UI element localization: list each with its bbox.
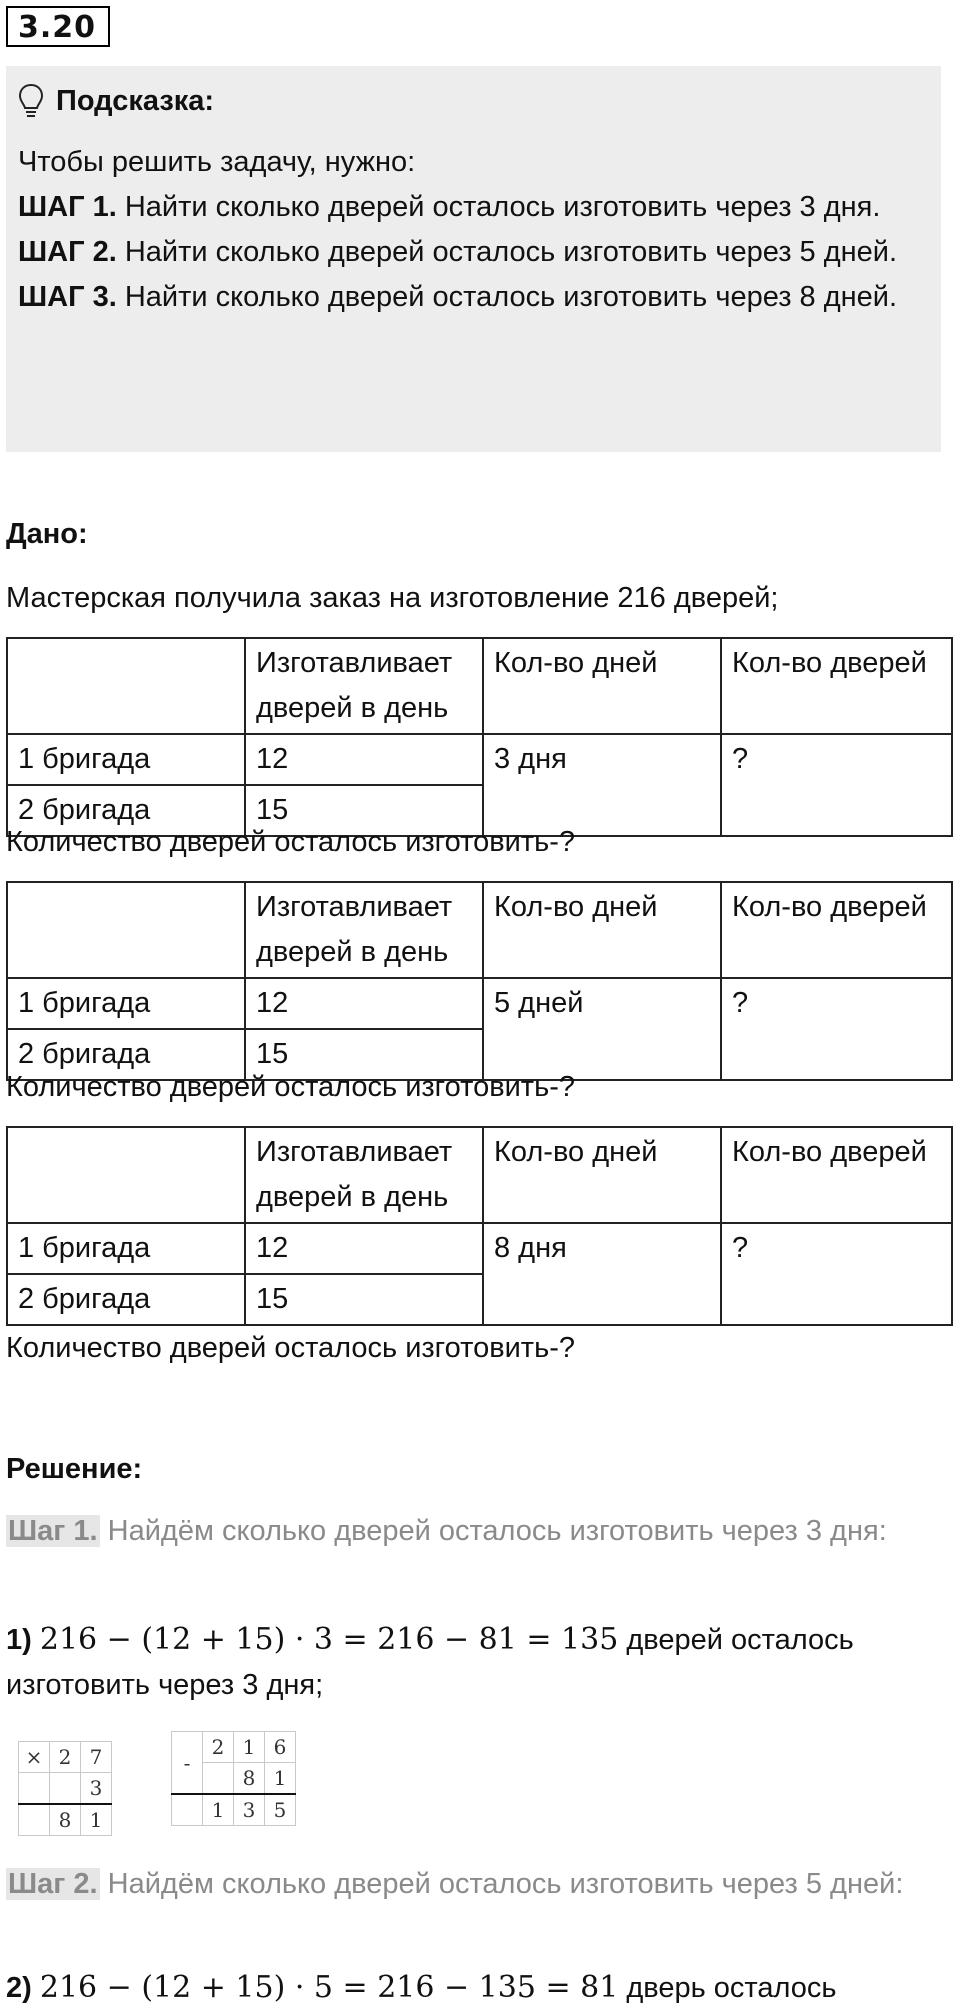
doors-value: ? <box>721 1223 952 1325</box>
hint-step-2 <box>18 230 929 275</box>
header-empty <box>7 882 245 978</box>
hint-intro: Чтобы решить задачу, нужно: <box>18 146 416 178</box>
team-name: 1 бригада <box>7 734 245 785</box>
digit-cell: 8 <box>234 1763 265 1795</box>
per-day-value: 12 <box>245 734 483 785</box>
digit-cell <box>172 1794 203 1826</box>
table-row <box>7 978 952 1029</box>
problem-number: 3.20 <box>6 6 110 47</box>
hint-step-3 <box>18 275 929 320</box>
equation-text: дверь осталось <box>618 1972 837 2004</box>
header-days: Кол-во дней <box>483 638 721 734</box>
step-2-tag: Шаг 2. <box>8 1868 98 1900</box>
per-day-value: 12 <box>245 1223 483 1274</box>
table-header-row <box>7 638 952 734</box>
header-doors: Кол-во дверей <box>721 1127 952 1223</box>
hint-step-label: ШАГ 2. <box>18 236 117 268</box>
table-row <box>7 734 952 785</box>
mult-sign: × <box>19 1742 50 1773</box>
digit-cell: 3 <box>81 1773 112 1805</box>
hint-title-text: Подсказка: <box>56 84 215 117</box>
hint-box <box>6 66 941 452</box>
team-name: 2 бригада <box>7 1274 245 1325</box>
digit-cell <box>203 1763 234 1795</box>
question-3: Количество дверей осталось изготовить-? <box>6 1332 575 1364</box>
per-day-value: 15 <box>245 785 483 836</box>
question-1: Количество дверей осталось изготовить-? <box>6 826 575 858</box>
equation-expression: 216 − (12 + 15) · 5 = 216 − 135 = 81 <box>39 1970 619 2005</box>
digit-cell: 2 <box>50 1742 81 1773</box>
header-per-day: Изготавливает дверей в день <box>245 1127 483 1223</box>
digit-cell: 6 <box>265 1732 296 1763</box>
given-intro: Мастерская получила заказ на изготовление 216 дверей; <box>6 582 779 614</box>
per-day-value: 15 <box>245 1274 483 1325</box>
hint-step-label: ШАГ 1. <box>18 191 117 223</box>
question-2: Количество дверей осталось изготовить-? <box>6 1071 575 1103</box>
header-per-day: Изготавливает дверей в день <box>245 882 483 978</box>
header-days: Кол-во дней <box>483 1127 721 1223</box>
digit-cell: 7 <box>81 1742 112 1773</box>
team-name: 1 бригада <box>7 1223 245 1274</box>
header-empty <box>7 638 245 734</box>
hint-step-label: ШАГ 3. <box>18 281 117 313</box>
equation-number: 2) <box>6 1972 32 2004</box>
table-header-row <box>7 882 952 978</box>
digit-cell: 3 <box>234 1794 265 1826</box>
doors-value: ? <box>721 978 952 1080</box>
team-name: 2 бригада <box>7 1029 245 1080</box>
hint-step-text: Найти сколько дверей осталось изготовить через 3 дня. <box>116 191 881 223</box>
digit-cell: 5 <box>265 1794 296 1826</box>
header-per-day: Изготавливает дверей в день <box>245 638 483 734</box>
digit-cell <box>19 1804 50 1836</box>
equation-text: дверей осталось изготовить через 3 дня; <box>6 1624 854 1701</box>
digit-cell <box>19 1773 50 1805</box>
digit-cell: 1 <box>234 1732 265 1763</box>
equation-2 <box>6 1965 946 2011</box>
digit-cell <box>50 1773 81 1805</box>
step-1-tag: Шаг 1. <box>8 1515 98 1547</box>
given-table-2 <box>6 881 953 1081</box>
digit-cell: 8 <box>50 1804 81 1836</box>
table-row <box>7 1223 952 1274</box>
column-subtraction <box>171 1731 296 1826</box>
step-2-text: Найдём сколько дверей осталось изготовить через 5 дней: <box>99 1868 904 1900</box>
hint-title <box>18 78 929 124</box>
header-days: Кол-во дней <box>483 882 721 978</box>
digit-cell: 1 <box>265 1763 296 1795</box>
hint-step-text: Найти сколько дверей осталось изготовить через 5 дней. <box>116 236 898 268</box>
step-1-text: Найдём сколько дверей осталось изготовить через 3 дня: <box>99 1515 887 1547</box>
solution-heading: Решение: <box>6 1453 143 1485</box>
days-value: 8 дня <box>483 1223 721 1325</box>
digit-cell: 1 <box>81 1804 112 1836</box>
header-empty <box>7 1127 245 1223</box>
doors-value: ? <box>721 734 952 836</box>
digit-cell: 1 <box>203 1794 234 1826</box>
days-value: 3 дня <box>483 734 721 836</box>
header-doors: Кол-во дверей <box>721 882 952 978</box>
per-day-value: 15 <box>245 1029 483 1080</box>
team-name: 1 бригада <box>7 978 245 1029</box>
table-header-row <box>7 1127 952 1223</box>
column-multiplication <box>18 1741 112 1836</box>
sub-sign: - <box>172 1732 203 1795</box>
step-1-line <box>6 1509 946 1554</box>
team-name: 2 бригада <box>7 785 245 836</box>
given-table-1 <box>6 637 953 837</box>
hint-step-text: Найти сколько дверей осталось изготовить через 8 дней. <box>116 281 898 313</box>
per-day-value: 12 <box>245 978 483 1029</box>
equation-expression: 216 − (12 + 15) · 3 = 216 − 81 = 135 <box>39 1622 619 1657</box>
digit-cell: 2 <box>203 1732 234 1763</box>
given-heading: Дано: <box>6 518 88 550</box>
step-2-line <box>6 1862 946 1907</box>
equation-1 <box>6 1617 946 1708</box>
equation-number: 1) <box>6 1624 32 1656</box>
lightbulb-icon <box>18 83 44 119</box>
given-table-3 <box>6 1126 953 1326</box>
days-value: 5 дней <box>483 978 721 1080</box>
header-doors: Кол-во дверей <box>721 638 952 734</box>
hint-step-1 <box>18 185 929 230</box>
